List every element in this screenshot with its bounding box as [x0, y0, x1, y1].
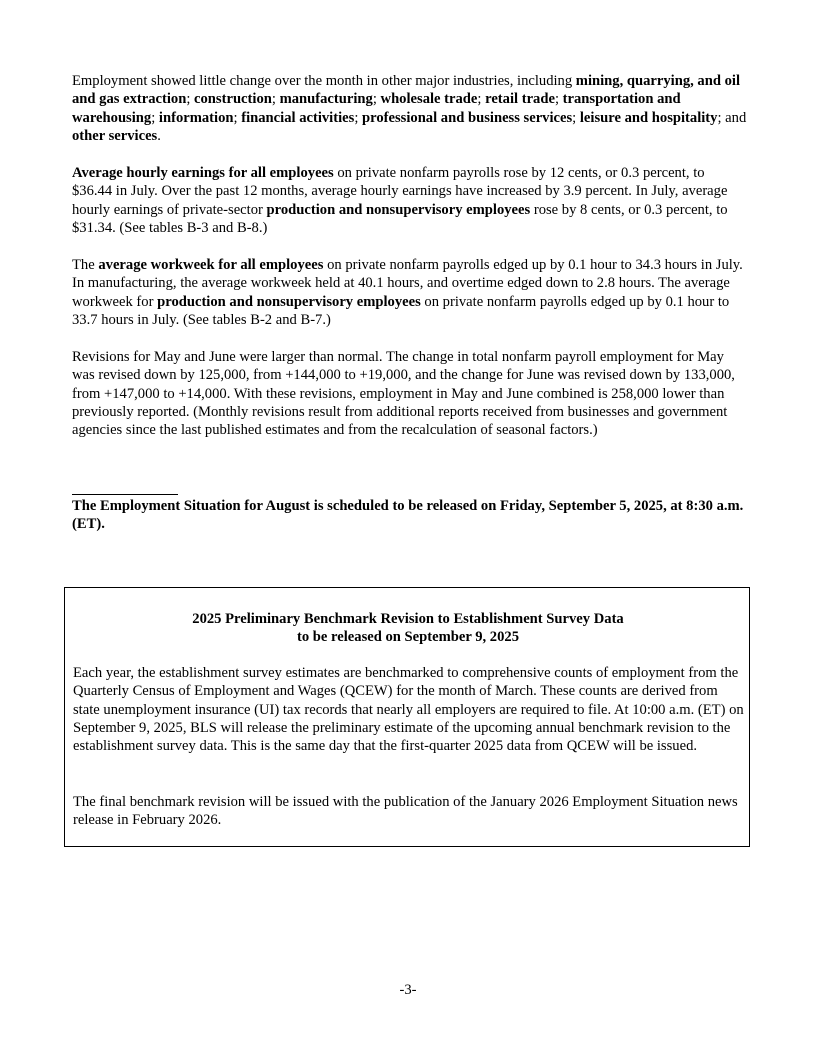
bold-term: wholesale trade [380, 91, 478, 108]
paragraph-revisions [72, 348, 748, 439]
benchmark-paragraph-1: Each year, the establishment survey estimates are benchmarked to comprehensive counts of employment from the Quarterly Census of Employment and Wages (QCEW) for the month of March. These counts are derived from state unemployment insurance (UI) tax records that nearly all employers are required to file. At 10:00 a.m. (ET) on September 9, 2025, BLS will release the preliminary estimate of the upcoming annual benchmark revision to the establishment survey data. This is the same day that the first-quarter 2025 data from QCEW will be issued. [73, 665, 744, 755]
text-run: ; [372, 91, 381, 108]
text-run: ; [233, 109, 242, 126]
bold-term: production and nonsupervisory employees [266, 201, 531, 218]
text-run: ; [354, 109, 363, 126]
benchmark-paragraph-2: The final benchmark revision will be issued with the publication of the January 2026 Employment Situation news release in February 2026. [73, 794, 738, 829]
benchmark-title-line2: to be released on September 9, 2025 [297, 629, 519, 646]
text-run: rose by 8 cents, or 0.3 percent, to $31.34. (See tables B-3 and B-8.) [72, 201, 728, 236]
text-run: . [157, 127, 161, 144]
schedule-notice: The Employment Situation for August is scheduled to be released on Friday, September 5, 2025, at 8:30 a.m. (ET). [72, 498, 744, 533]
text-run: ; [554, 91, 563, 108]
text-run: The [72, 257, 99, 273]
paragraph-other-industries [72, 72, 748, 145]
text-run: ; [271, 91, 280, 108]
bold-term: production and nonsupervisory employees [157, 293, 421, 310]
bold-term: other services [72, 127, 158, 144]
bold-term: transportation and warehousing [72, 91, 681, 126]
text-run: ; [572, 109, 580, 126]
bold-term: Average hourly earnings for all employees [72, 165, 334, 181]
paragraph-average-workweek [72, 256, 748, 329]
text-run: on private nonfarm payrolls rose by 12 cents, or 0.3 percent, to $36.44 in July. Over the past 12 months, average hourly earnings have increased by 3.9 percent. In July, average hourly earnings of private-sector [72, 165, 728, 218]
bold-term: professional and business services [362, 109, 573, 126]
text-run: Employment showed little change over the month in other major industries, including [72, 73, 576, 89]
paragraph-hourly-earnings [72, 164, 748, 237]
text-run: ; [151, 109, 159, 126]
benchmark-box-title [65, 610, 751, 647]
benchmark-title-line1: 2025 Preliminary Benchmark Revision to Establishment Survey Data [192, 611, 624, 627]
text-run: Revisions for May and June were larger than normal. The change in total nonfarm payroll employment for May was revised down by 125,000, from +144,000 to +19,000, and the change for June was revised down by 133,000, from +147,000 to +14,000. With these revisions, employment in May and June combined is 258,000 lower than previously reported. (Monthly revisions result from additional reports received from businesses and government agencies since the last published estimates and from the recalculation of seasonal factors.) [72, 349, 735, 439]
text-run: ; [186, 91, 195, 108]
text-run: ; and [717, 109, 747, 126]
bold-term: retail trade [485, 91, 555, 108]
bold-term: construction [194, 91, 272, 108]
bold-term: average workweek for all employees [98, 257, 324, 273]
benchmark-revision-box [64, 587, 750, 847]
bold-term: leisure and hospitality [579, 109, 718, 126]
page-number: -3- [399, 982, 417, 998]
text-run: on private nonfarm payrolls edged up by 0.1 hour to 33.7 hours in July. (See tables B-2 and B-7.) [72, 293, 730, 328]
bold-term: manufacturing [279, 91, 373, 108]
bold-term: mining, quarrying, and oil and gas extraction [72, 73, 741, 108]
separator-rule [72, 480, 178, 495]
text-run: on private nonfarm payrolls edged up by 0.1 hour to 34.3 hours in July. In manufacturing, the average workweek held at 40.1 hours, and overtime edged down to 2.8 hours. The average workweek for [72, 257, 743, 310]
bold-term: information [158, 109, 234, 126]
bold-term: financial activities [241, 109, 355, 126]
text-run: ; [477, 91, 486, 108]
